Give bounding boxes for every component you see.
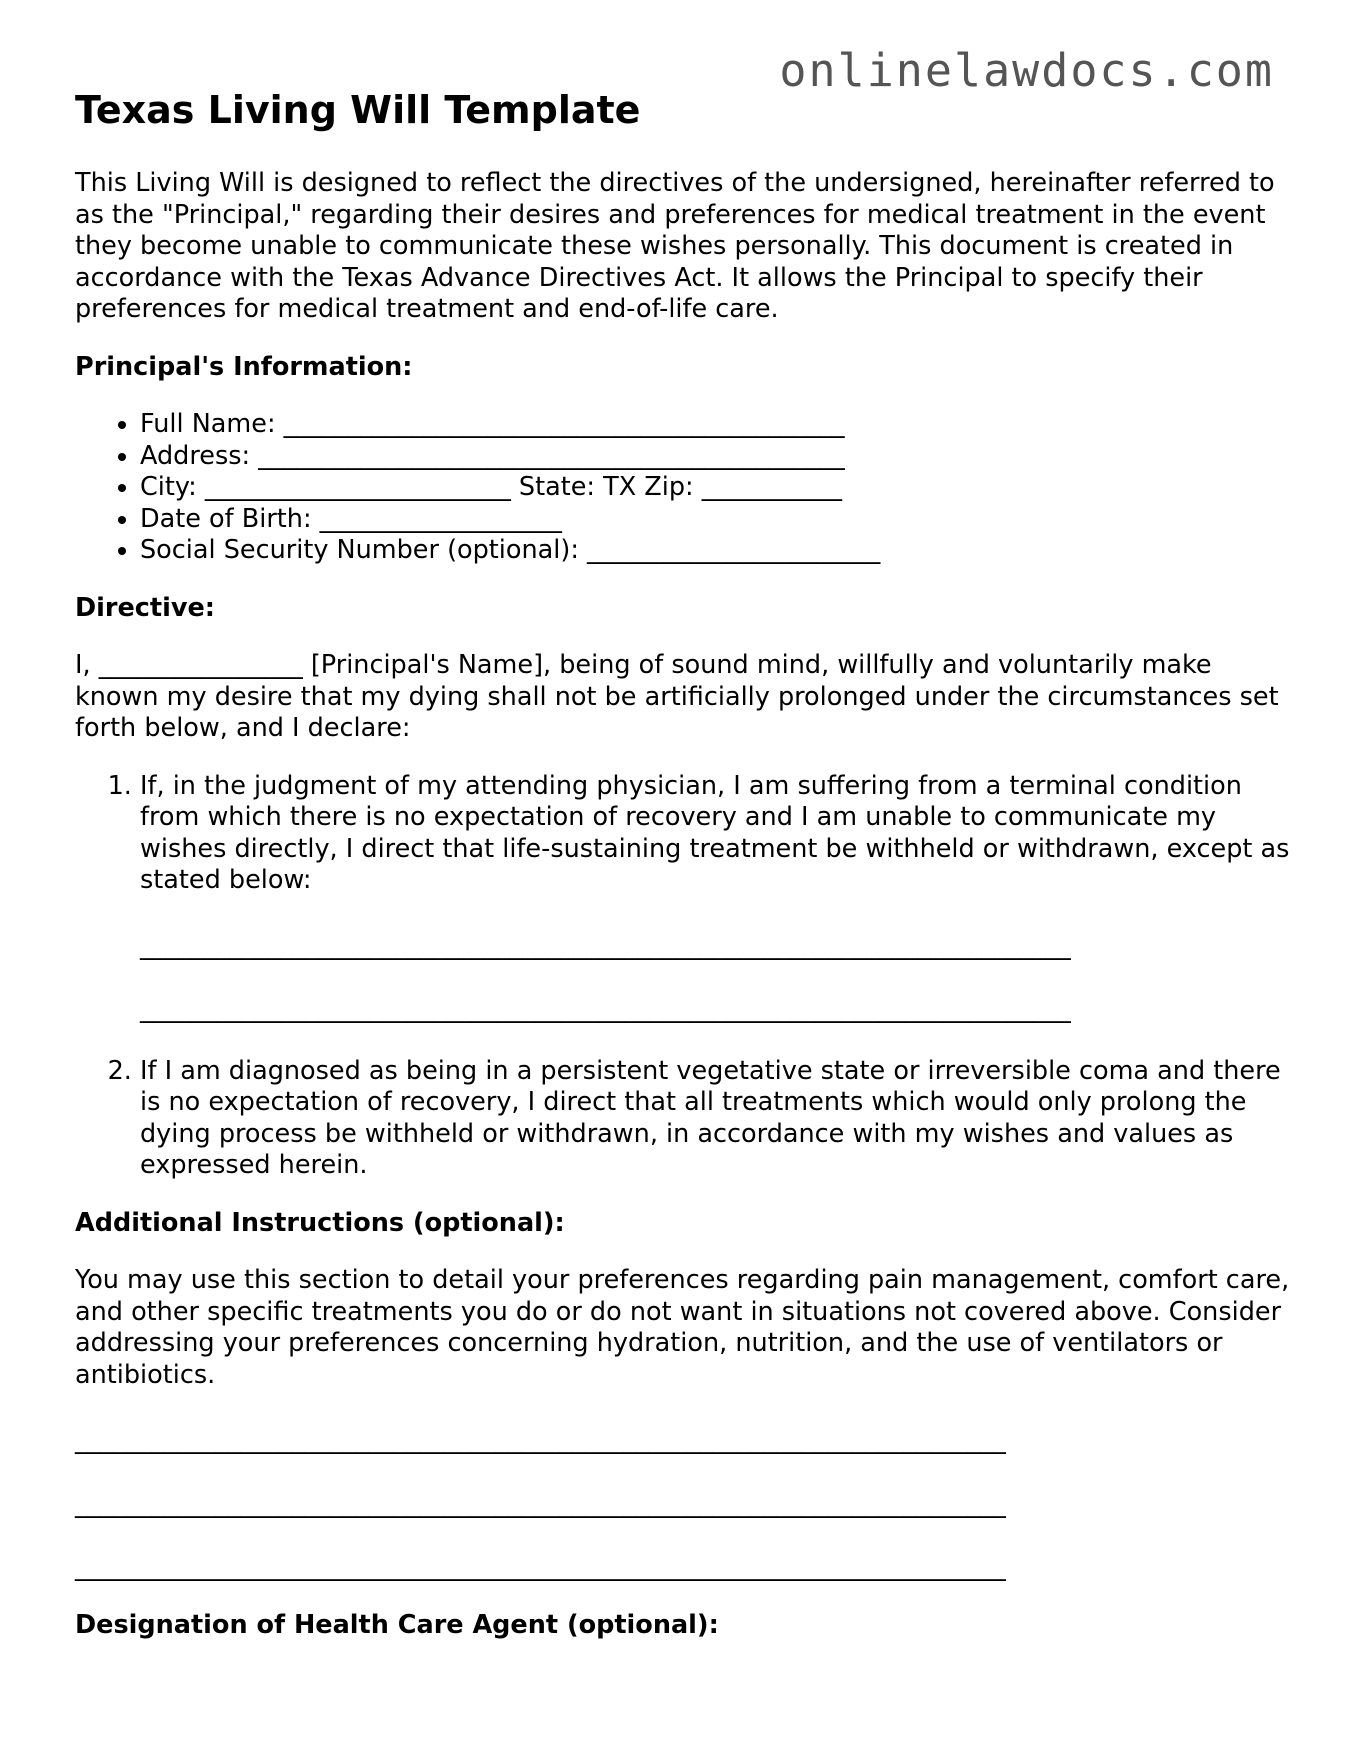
site-watermark: onlinelawdocs.com (779, 44, 1274, 97)
exception-line-2[interactable]: _________________________________________________________________________ (140, 994, 1071, 1024)
address-field[interactable]: • Address: ______________________________________________ (140, 441, 1290, 473)
directive-item-2-text: If I am diagnosed as being in a persistent vegetative state or irreversible coma and there is no expectation of recovery, I direct that all treatments which would only prolong the dying process be withheld or withdrawn, in accordance with my wishes and values as expressed herein. (140, 1055, 1281, 1180)
directive-item-1-text: If, in the judgment of my attending physician, I am suffering from a terminal condition from which there is no expectation of recovery and I am unable to communicate my wishes directly, I direct that life-sustaining treatment be withheld or withdrawn, except as stated below: (140, 770, 1290, 895)
full-name-field[interactable]: • Full Name: ____________________________________________ (140, 409, 1290, 441)
principal-info-list (75, 409, 1290, 567)
directive-heading: Directive: (75, 592, 215, 623)
additional-instructions-paragraph: You may use this section to detail your preferences regarding pain management, comfort care, and other specific treatments you do or do not want in situations not covered above. Consider addressing your preferences concerning hydration, nutrition, and the use of ventilators or antibiotics. (75, 1265, 1290, 1390)
additional-line-3[interactable]: _________________________________________________________________________ (75, 1552, 1006, 1582)
intro-paragraph: This Living Will is designed to reflect the directives of the undersigned, hereinafter referred to as the "Principal," regarding their desires and preferences for medical treatment in the event they become unable to communicate these wishes personally. This document is created in accordance with the Texas Advance Directives Act. It allows the Principal to specify their preferences for medical treatment and end-of-life care. (75, 168, 1275, 324)
additional-line-1[interactable]: _________________________________________________________________________ (75, 1425, 1006, 1455)
date-of-birth-field[interactable]: • Date of Birth: ___________________ (140, 504, 1290, 536)
ssn-field[interactable]: • Social Security Number (optional): _______________________ (140, 535, 1290, 567)
exception-line-1[interactable]: _________________________________________________________________________ (140, 930, 1071, 961)
principal-info-heading: Principal's Information: (75, 351, 413, 382)
health-care-agent-heading: Designation of Health Care Agent (optional): (75, 1609, 719, 1640)
directive-list (75, 771, 1290, 1182)
directive-paragraph: I, ________________ [Principal's Name], being of sound mind, willfully and voluntarily make known my desire that my dying shall not be artificially prolonged under the circumstances set forth below, and I declare: (75, 650, 1279, 743)
additional-instructions-heading: Additional Instructions (optional): (75, 1207, 565, 1238)
directive-item-1 (140, 771, 1290, 1026)
city-state-zip-field[interactable]: • City: ________________________ State: TX Zip: ___________ (140, 472, 1290, 504)
additional-line-2[interactable]: _________________________________________________________________________ (75, 1488, 1006, 1519)
document-body (75, 88, 1290, 1667)
directive-item-2 (140, 1056, 1290, 1182)
document-title: Texas Living Will Template (75, 88, 641, 132)
